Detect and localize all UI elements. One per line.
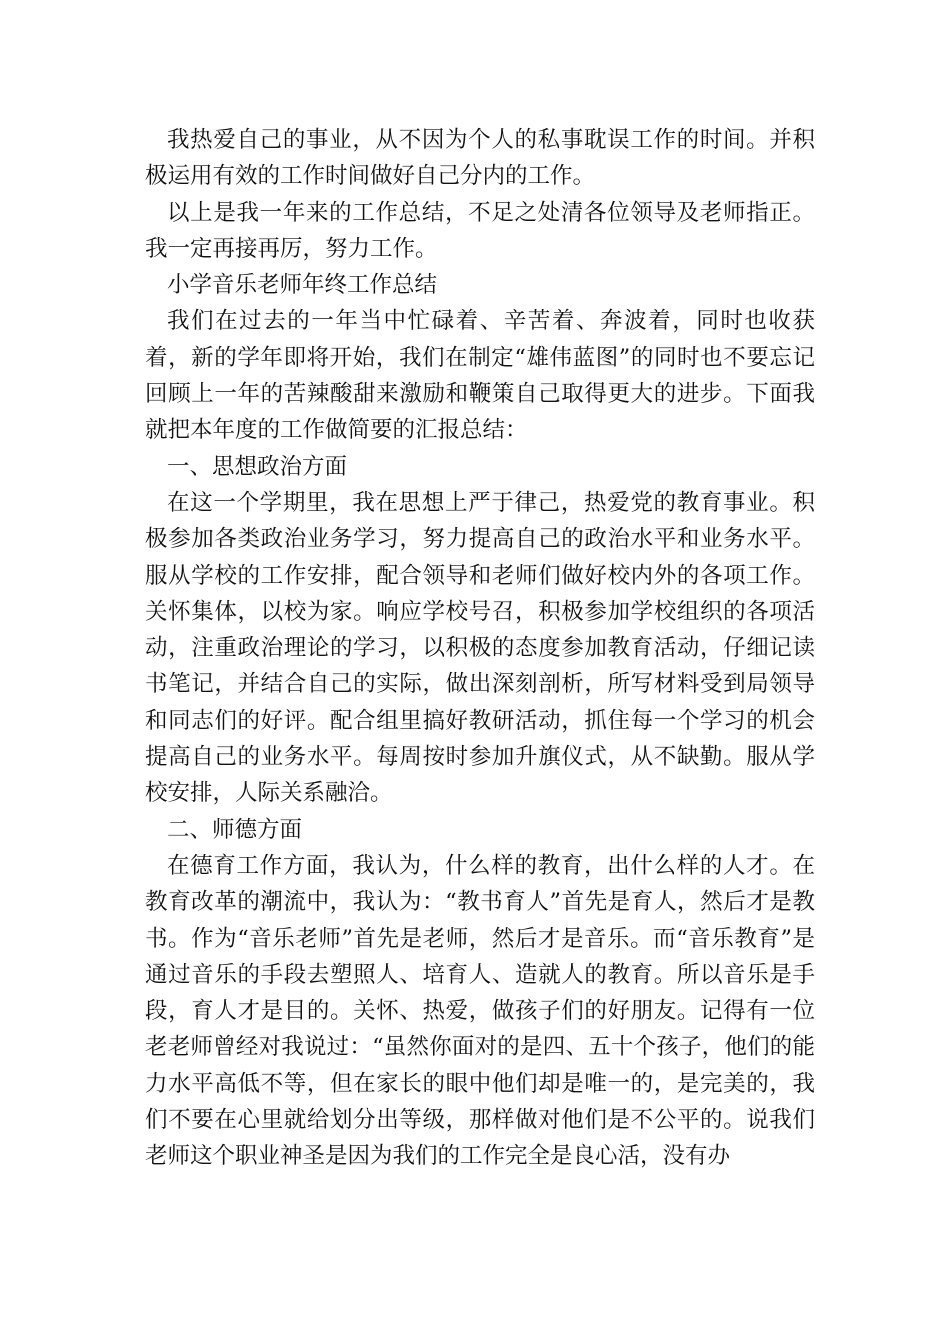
heading-ideology: 一、思想政治方面 — [167, 453, 348, 480]
heading-ethics: 二、师德方面 — [167, 816, 303, 843]
paragraph-ethics: 在德育工作方面，我认为，什么样的教育，出什么样的人才。在教育改革的潮流中，我认为：“教书育人”首先是育人，然后才是教书。作为“音乐老师”首先是老师，然后才是音乐。而“音乐教育”是通过音乐的手段去塑照人、培育人、造就人的教育。所以音乐是手段，育人才是目的。关怀、热爱，做孩子们的好朋友。记得有一位老老师曾经对我说过：“虽然你面对的是四、五十个孩子，他们的能力水平高低不等，但在家长的眼中他们却是唯一的，是完美的，我们不要在心里就给划分出等级，那样做对他们是不公平的。说我们老师这个职业神圣是因为我们的工作完全是良心活，没有办 — [145, 852, 815, 1170]
paragraph-ideology: 在这一个学期里，我在思想上严于律己，热爱党的教育事业。积极参加各类政治业务学习，努力提高自己的政治水平和业务水平。服从学校的工作安排，配合领导和老师们做好校内外的各项工作。关怀集体，以校为家。响应学校号召，积极参加学校组织的各项活动，注重政治理论的学习，以积极的态度参加教育活动，仔细记读书笔记，并结合自己的实际，做出深刻剖析，所写材料受到局领导和同志们的好评。配合组里搞好教研活动，抓住每一个学习的机会提高自己的业务水平。每周按时参加升旗仪式，从不缺勤。服从学校安排，人际关系融洽。 — [145, 489, 815, 807]
paragraph-closing: 以上是我一年来的工作总结，不足之处清各位领导及老师指正。我一定再接再厉，努力工作。 — [145, 199, 815, 262]
document-body — [145, 122, 815, 1175]
paragraph-dedication: 我热爱自己的事业，从不因为个人的私事耽误工作的时间。并积极运用有效的工作时间做好自己分内的工作。 — [145, 127, 815, 190]
paragraph-intro: 我们在过去的一年当中忙碌着、辛苦着、奔波着，同时也收获着，新的学年即将开始，我们在制定“雄伟蓝图”的同时也不要忘记回顾上一年的苦辣酸甜来激励和鞭策自己取得更大的进步。下面我就把本年度的工作做简要的汇报总结： — [145, 308, 815, 444]
section-title: 小学音乐老师年终工作总结 — [167, 272, 438, 299]
